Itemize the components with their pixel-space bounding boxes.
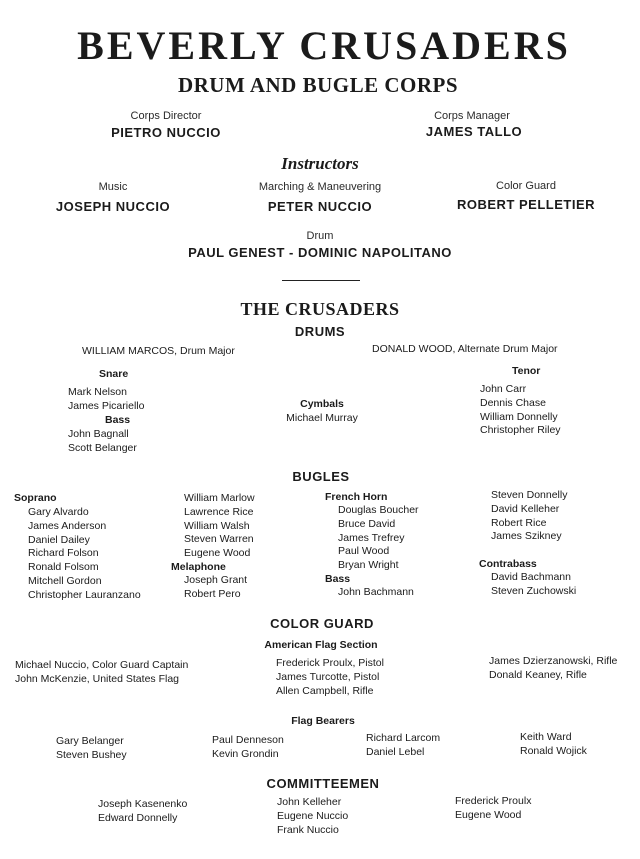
bass-bugle-label: Bass: [325, 573, 351, 585]
american-flag-section-label: American Flag Section: [264, 639, 378, 651]
list-item: Daniel Lebel: [366, 745, 425, 758]
committeemen-list-1: [98, 798, 187, 826]
flag-bearers-list-3: [366, 732, 440, 760]
flag-bearers-list-2: [212, 734, 284, 762]
contrabass-label: Contrabass: [479, 558, 537, 570]
list-item: Eugene Wood: [455, 808, 522, 821]
list-item: James Szikney: [491, 530, 562, 543]
drum-instructors: PAUL GENEST - DOMINIC NAPOLITANO: [188, 245, 452, 260]
bugles-heading: BUGLES: [292, 469, 350, 484]
flag-bearers-list-4: [520, 731, 587, 759]
melaphone-label: Melaphone: [171, 561, 226, 573]
list-item: Dennis Chase: [480, 396, 546, 409]
committeemen-heading: COMMITTEEMEN: [266, 776, 380, 791]
drum-major: WILLIAM MARCOS, Drum Major: [82, 345, 235, 357]
list-item: Steven Zuchowski: [491, 584, 577, 597]
list-item: John Kelleher: [277, 796, 342, 808]
list-item: David Kelleher: [491, 502, 560, 515]
list-item: Scott Belanger: [68, 441, 137, 454]
list-item: Kevin Grondin: [212, 747, 279, 760]
cymbals-member: Michael Murray: [286, 412, 358, 424]
soprano-list-continued: [184, 492, 255, 561]
corps-manager-role: Corps Manager: [434, 110, 510, 122]
list-item: Ronald Folsom: [28, 561, 99, 574]
list-item: Bryan Wright: [338, 559, 399, 572]
contrabass-list: [491, 571, 576, 599]
list-item: John McKenzie, United States Flag: [15, 672, 180, 685]
bugles-list-column-4: [491, 489, 567, 544]
flag-bearers-list-1: [56, 735, 127, 763]
cymbals-label: Cymbals: [300, 398, 344, 410]
list-item: Steven Donnelly: [491, 489, 568, 501]
color-guard-role: Color Guard: [496, 180, 556, 192]
page-title: BEVERLY CRUSADERS: [77, 23, 571, 68]
corps-manager-name: JAMES TALLO: [425, 124, 523, 139]
list-item: Lawrence Rice: [184, 505, 254, 518]
bass-drum-list: [68, 428, 137, 456]
list-item: William Walsh: [184, 519, 250, 532]
list-item: Mark Nelson: [68, 386, 127, 398]
list-item: Frederick Proulx, Pistol: [276, 657, 384, 669]
french-horn-label: French Horn: [325, 491, 388, 503]
color-guard-list-3: [489, 655, 617, 683]
list-item: David Bachmann: [491, 571, 571, 583]
list-item: Joseph Kasenenko: [98, 798, 188, 810]
list-item: John Carr: [480, 383, 527, 395]
bass-bugle-member: John Bachmann: [338, 586, 414, 598]
list-item: Paul Wood: [338, 545, 390, 558]
color-guard-instructor: ROBERT PELLETIER: [456, 197, 596, 212]
list-item: Gary Alvardo: [28, 506, 89, 518]
list-item: Paul Denneson: [212, 734, 284, 746]
drums-heading: DRUMS: [294, 324, 346, 339]
list-item: Donald Keaney, Rifle: [489, 668, 587, 681]
drum-role: Drum: [306, 230, 334, 242]
list-item: William Donnelly: [480, 410, 558, 423]
alternate-drum-major: DONALD WOOD, Alternate Drum Major: [372, 343, 558, 355]
list-item: James Turcotte, Pistol: [276, 670, 380, 683]
tenor-list: [480, 383, 561, 438]
list-item: Richard Larcom: [366, 732, 441, 744]
list-item: William Marlow: [184, 492, 255, 504]
tenor-label: Tenor: [512, 365, 541, 377]
list-item: Christopher Lauranzano: [28, 588, 141, 601]
list-item: Eugene Nuccio: [277, 809, 349, 822]
list-item: John Bagnall: [68, 428, 129, 440]
list-item: Douglas Boucher: [338, 504, 419, 516]
list-item: Steven Bushey: [56, 748, 127, 761]
list-item: Robert Pero: [184, 587, 241, 600]
french-horn-list: [338, 504, 419, 573]
list-item: Gary Belanger: [56, 735, 124, 747]
list-item: Ronald Wojick: [520, 744, 587, 757]
list-item: Bruce David: [338, 517, 396, 530]
list-item: Frank Nuccio: [277, 823, 339, 836]
list-item: Allen Campbell, Rifle: [276, 684, 374, 697]
page-subtitle: DRUM AND BUGLE CORPS: [177, 73, 459, 97]
color-guard-list-1: [15, 659, 188, 687]
list-item: James Picariello: [68, 399, 145, 412]
list-item: Joseph Grant: [184, 574, 248, 586]
list-item: Daniel Dailey: [28, 533, 90, 546]
list-item: Eugene Wood: [184, 547, 251, 560]
melaphone-list: [184, 574, 247, 602]
list-item: Mitchell Gordon: [28, 574, 102, 587]
instructors-heading: Instructors: [281, 154, 359, 173]
corps-director-name: PIETRO NUCCIO: [111, 125, 221, 140]
soprano-list: [28, 506, 141, 603]
list-item: Keith Ward: [520, 731, 572, 743]
color-guard-heading: COLOR GUARD: [270, 616, 374, 631]
divider-rule: [282, 280, 360, 281]
music-role: Music: [98, 181, 128, 193]
color-guard-list-2: [276, 657, 384, 698]
committeemen-list-2: [277, 796, 348, 837]
list-item: James Anderson: [28, 519, 107, 532]
list-item: Frederick Proulx: [455, 795, 532, 807]
marching-instructor: PETER NUCCIO: [267, 199, 373, 214]
marching-role: Marching & Maneuvering: [258, 181, 382, 193]
list-item: James Dzierzanowski, Rifle: [489, 655, 618, 667]
list-item: James Trefrey: [338, 531, 405, 544]
list-item: Michael Nuccio, Color Guard Captain: [15, 659, 189, 671]
snare-label: Snare: [99, 368, 129, 380]
committeemen-list-3: [455, 795, 531, 823]
list-item: Richard Folson: [28, 547, 99, 560]
list-item: Edward Donnelly: [98, 811, 178, 824]
music-instructor: JOSEPH NUCCIO: [55, 199, 171, 214]
corps-director-role: Corps Director: [130, 110, 202, 122]
soprano-label: Soprano: [14, 492, 57, 504]
crusaders-heading: THE CRUSADERS: [240, 299, 400, 319]
list-item: Steven Warren: [184, 533, 254, 546]
flag-bearers-label: Flag Bearers: [291, 715, 355, 727]
list-item: Robert Rice: [491, 516, 547, 529]
bass-drum-label: Bass: [105, 414, 131, 426]
list-item: Christopher Riley: [480, 424, 561, 437]
snare-list: [68, 386, 144, 414]
